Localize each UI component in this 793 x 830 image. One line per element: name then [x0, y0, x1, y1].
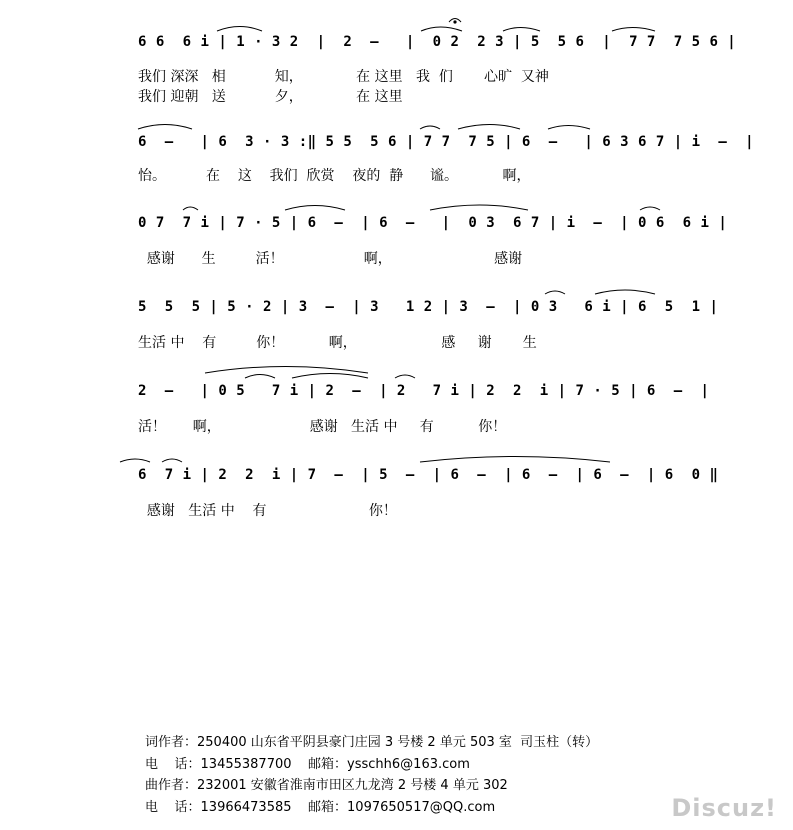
lyrics-line-1-verse-2: 我们 迎朝 送 夕， 在 这里 — [138, 89, 403, 105]
lyrics-line-6: 感谢 生活 中 有 你！ — [138, 503, 397, 519]
notation-line-1: 6 6 6 i | 1 · 3 2 | 2 – | 0 2 2 3 | 5 5 6 | 7 7 7 5 6 | — [138, 34, 737, 50]
notation-line-4: 5 5 5 | 5 · 2 | 3 – | 3 1 2 | 3 – | 0 3 6 i | 6 5 1 | — [138, 299, 719, 315]
composer-contact: 电 话：13966473585 邮箱：1097650517@QQ.com — [145, 800, 496, 815]
lyricist-contact: 电 话：13455387700 邮箱：ysschh6@163.com — [145, 757, 470, 772]
lyrics-line-2: 怡。 在 这 我们 欣赏 夜的 静 谧。 啊， — [138, 168, 531, 184]
lyrics-line-4: 生活 中 有 你！ 啊， 感 谢 生 — [138, 335, 537, 351]
notation-line-6: 6 7 i | 2 2 i | 7 – | 5 – | 6 – | 6 – | 6 – | 6 0 ‖ — [138, 467, 719, 483]
notation-line-5: 2 – | 0 5 7 i | 2 – | 2 7 i | 2 2 i | 7 · 5 | 6 – | — [138, 383, 710, 399]
notation-line-2: 6 – | 6 3 · 3 :‖ 5 5 5 6 | 7 7 7 5 | 6 – | 6 3 6 7 | i – | — [138, 134, 755, 150]
lyrics-line-1-verse-1: 我们 深深 相 知， 在 这里 我 们 心旷 又神 — [138, 69, 549, 85]
composer-info: 曲作者：232001 安徽省淮南市田区九龙湾 2 号楼 4 单元 302 — [145, 778, 508, 793]
lyrics-line-3: 感谢 生 活！ 啊， 感谢 — [138, 251, 523, 267]
notation-line-3: 0 7 7 i | 7 · 5 | 6 – | 6 – | 0 3 6 7 | i – | 0 6 6 i | — [138, 215, 728, 231]
lyricist-info: 词作者：250400 山东省平阴县豪门庄园 3 号楼 2 单元 503 室 司玉柱（转） — [145, 735, 599, 750]
discuz-watermark: Discuz! — [671, 794, 777, 822]
lyrics-line-5: 活！ 啊， 感谢 生活 中 有 你！ — [138, 419, 507, 435]
